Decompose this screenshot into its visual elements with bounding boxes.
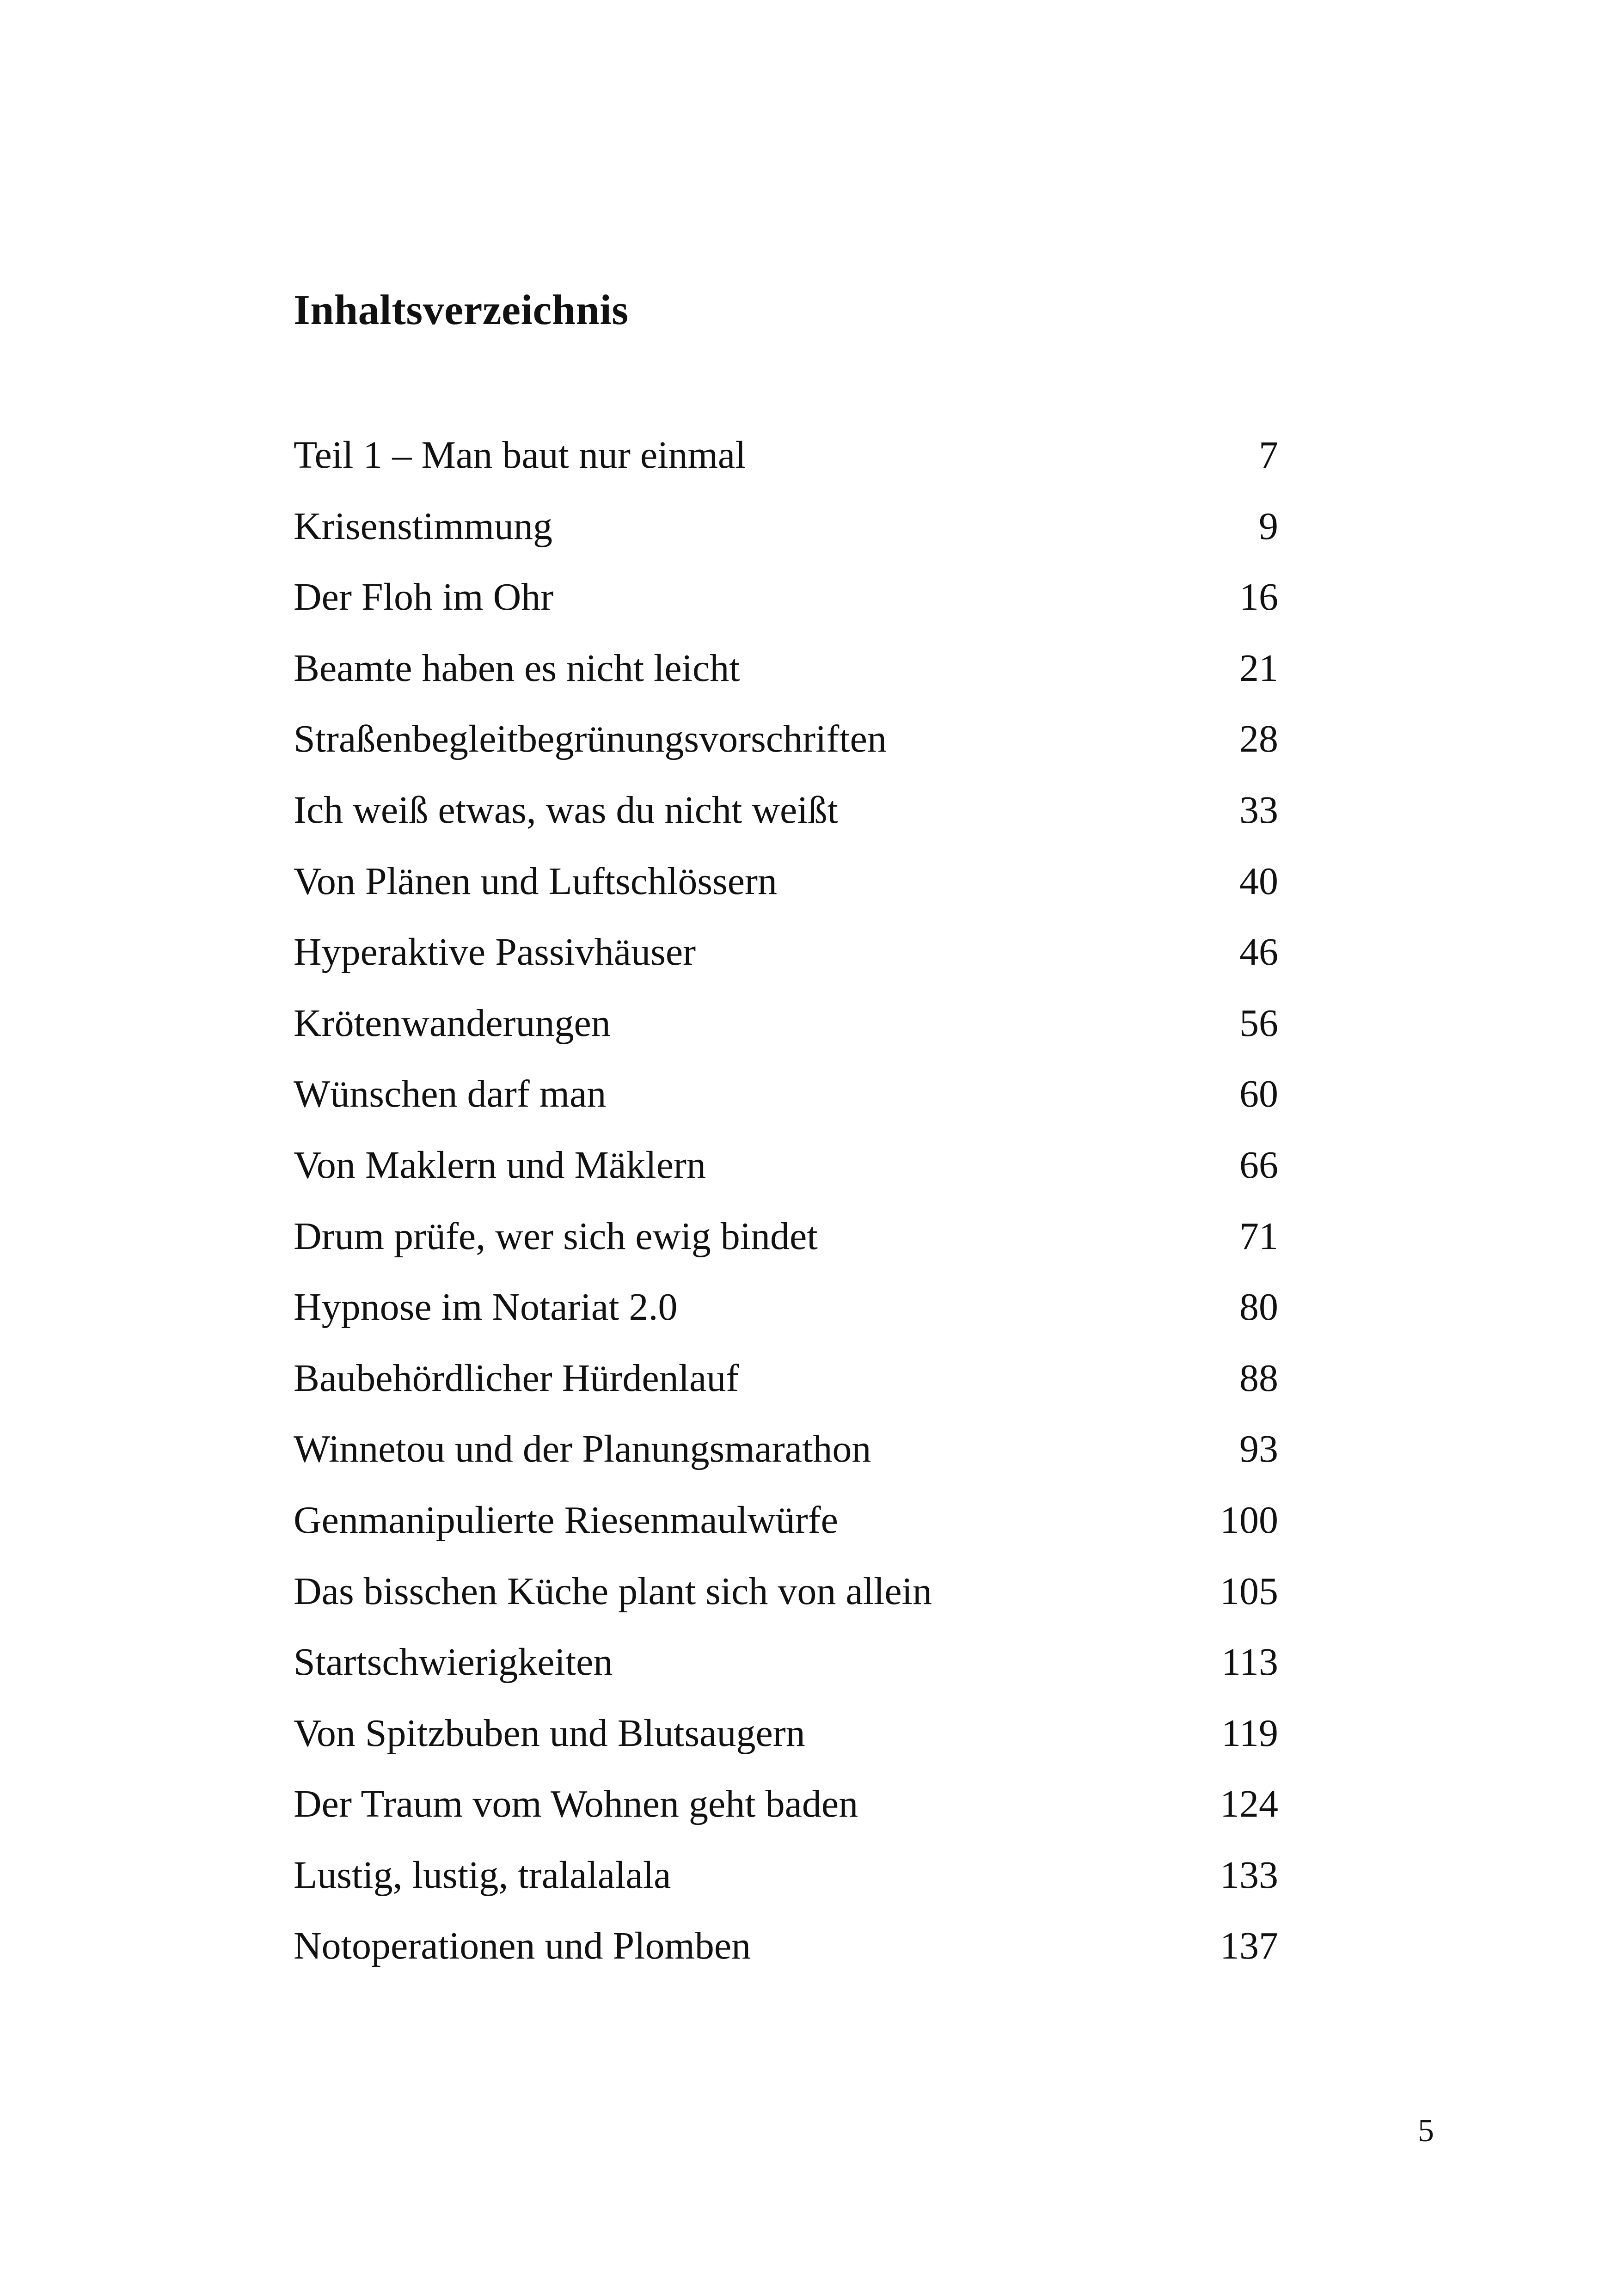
toc-entry-title: Teil 1 – Man baut nur einmal: [294, 434, 746, 477]
toc-entry-title: Baubehördlicher Hürdenlauf: [294, 1356, 739, 1400]
toc-entry-title: Straßenbegleitbegrünungsvorschriften: [294, 717, 887, 761]
toc-entry-title: Von Maklern und Mäklern: [294, 1143, 706, 1187]
toc-entry-page-number: 100: [1220, 1498, 1278, 1542]
toc-entry: [294, 998, 1278, 1069]
toc-entry-page-number: 93: [1239, 1427, 1278, 1471]
toc-entry: [294, 1069, 1278, 1140]
toc-entry-page-number: 28: [1239, 717, 1278, 761]
toc-entry-page-number: 105: [1220, 1569, 1278, 1613]
toc-entry-title: Wünschen darf man: [294, 1072, 607, 1116]
toc-entry-title: Drum prüfe, wer sich ewig bindet: [294, 1214, 818, 1258]
toc-entry-page-number: 46: [1239, 931, 1278, 974]
toc-entry-title: Beamte haben es nicht leicht: [294, 646, 740, 690]
toc-entry-page-number: 80: [1239, 1286, 1278, 1329]
toc-entry: [294, 501, 1278, 572]
toc-entry-title: Hyperaktive Passivhäuser: [294, 931, 696, 974]
toc-entry: [294, 1708, 1278, 1779]
toc-entry-title: Der Floh im Ohr: [294, 576, 554, 619]
toc-entry-page-number: 60: [1239, 1072, 1278, 1116]
toc-entry-page-number: 113: [1221, 1641, 1278, 1684]
toc-entry-title: Krisenstimmung: [294, 504, 552, 548]
toc-entry-title: Der Traum vom Wohnen geht baden: [294, 1782, 858, 1826]
toc-entry-page-number: 16: [1239, 576, 1278, 619]
toc-entry-title: Krötenwanderungen: [294, 1001, 611, 1045]
toc-entry-page-number: 21: [1239, 646, 1278, 690]
toc-entry: [294, 430, 1278, 501]
toc-entry: [294, 1140, 1278, 1211]
toc-entry: [294, 1211, 1278, 1282]
toc-entry-page-number: 124: [1220, 1782, 1278, 1826]
toc-entry-title: Ich weiß etwas, was du nicht weißt: [294, 788, 839, 832]
toc-entry-page-number: 7: [1259, 434, 1278, 477]
toc-entry: [294, 785, 1278, 856]
toc-entry-page-number: 66: [1239, 1143, 1278, 1187]
toc-entry-page-number: 137: [1220, 1924, 1278, 1968]
toc-entry-title: Notoperationen und Plomben: [294, 1924, 751, 1968]
toc-entry: [294, 714, 1278, 785]
toc-entry-title: Genmanipulierte Riesenmaulwürfe: [294, 1498, 838, 1542]
page-number: 5: [1418, 2113, 1434, 2149]
toc-entry-title: Winnetou und der Planungsmarathon: [294, 1427, 871, 1471]
toc-entry: [294, 1566, 1278, 1637]
toc-entry-page-number: 40: [1239, 859, 1278, 903]
toc-entry-title: Startschwierigkeiten: [294, 1641, 613, 1684]
toc-entry-title: Von Spitzbuben und Blutsaugern: [294, 1711, 805, 1755]
toc-entry: [294, 1495, 1278, 1566]
toc-entry: [294, 927, 1278, 998]
toc-entry-title: Hypnose im Notariat 2.0: [294, 1286, 678, 1329]
toc-entry-title: Von Plänen und Luftschlössern: [294, 859, 778, 903]
toc-entry: [294, 1779, 1278, 1850]
toc-entry-page-number: 88: [1239, 1356, 1278, 1400]
toc-entry-page-number: 9: [1259, 504, 1278, 548]
toc-entry-page-number: 33: [1239, 788, 1278, 832]
toc-entry: [294, 643, 1278, 714]
toc-entry: [294, 856, 1278, 927]
toc-entry: [294, 1850, 1278, 1921]
toc-entry-page-number: 56: [1239, 1001, 1278, 1045]
toc-entry-title: Lustig, lustig, tralalalala: [294, 1853, 671, 1897]
toc-entry: [294, 1424, 1278, 1495]
toc-heading: Inhaltsverzeichnis: [294, 286, 629, 333]
toc-list: [294, 430, 1278, 1992]
toc-entry: [294, 1637, 1278, 1708]
toc-entry-title: Das bisschen Küche plant sich von allein: [294, 1569, 932, 1613]
toc-entry-page-number: 133: [1220, 1853, 1278, 1897]
toc-entry-page-number: 71: [1239, 1214, 1278, 1258]
toc-entry: [294, 1353, 1278, 1424]
toc-entry-page-number: 119: [1221, 1711, 1278, 1755]
toc-entry: [294, 1921, 1278, 1992]
toc-entry: [294, 1282, 1278, 1353]
toc-entry: [294, 572, 1278, 643]
